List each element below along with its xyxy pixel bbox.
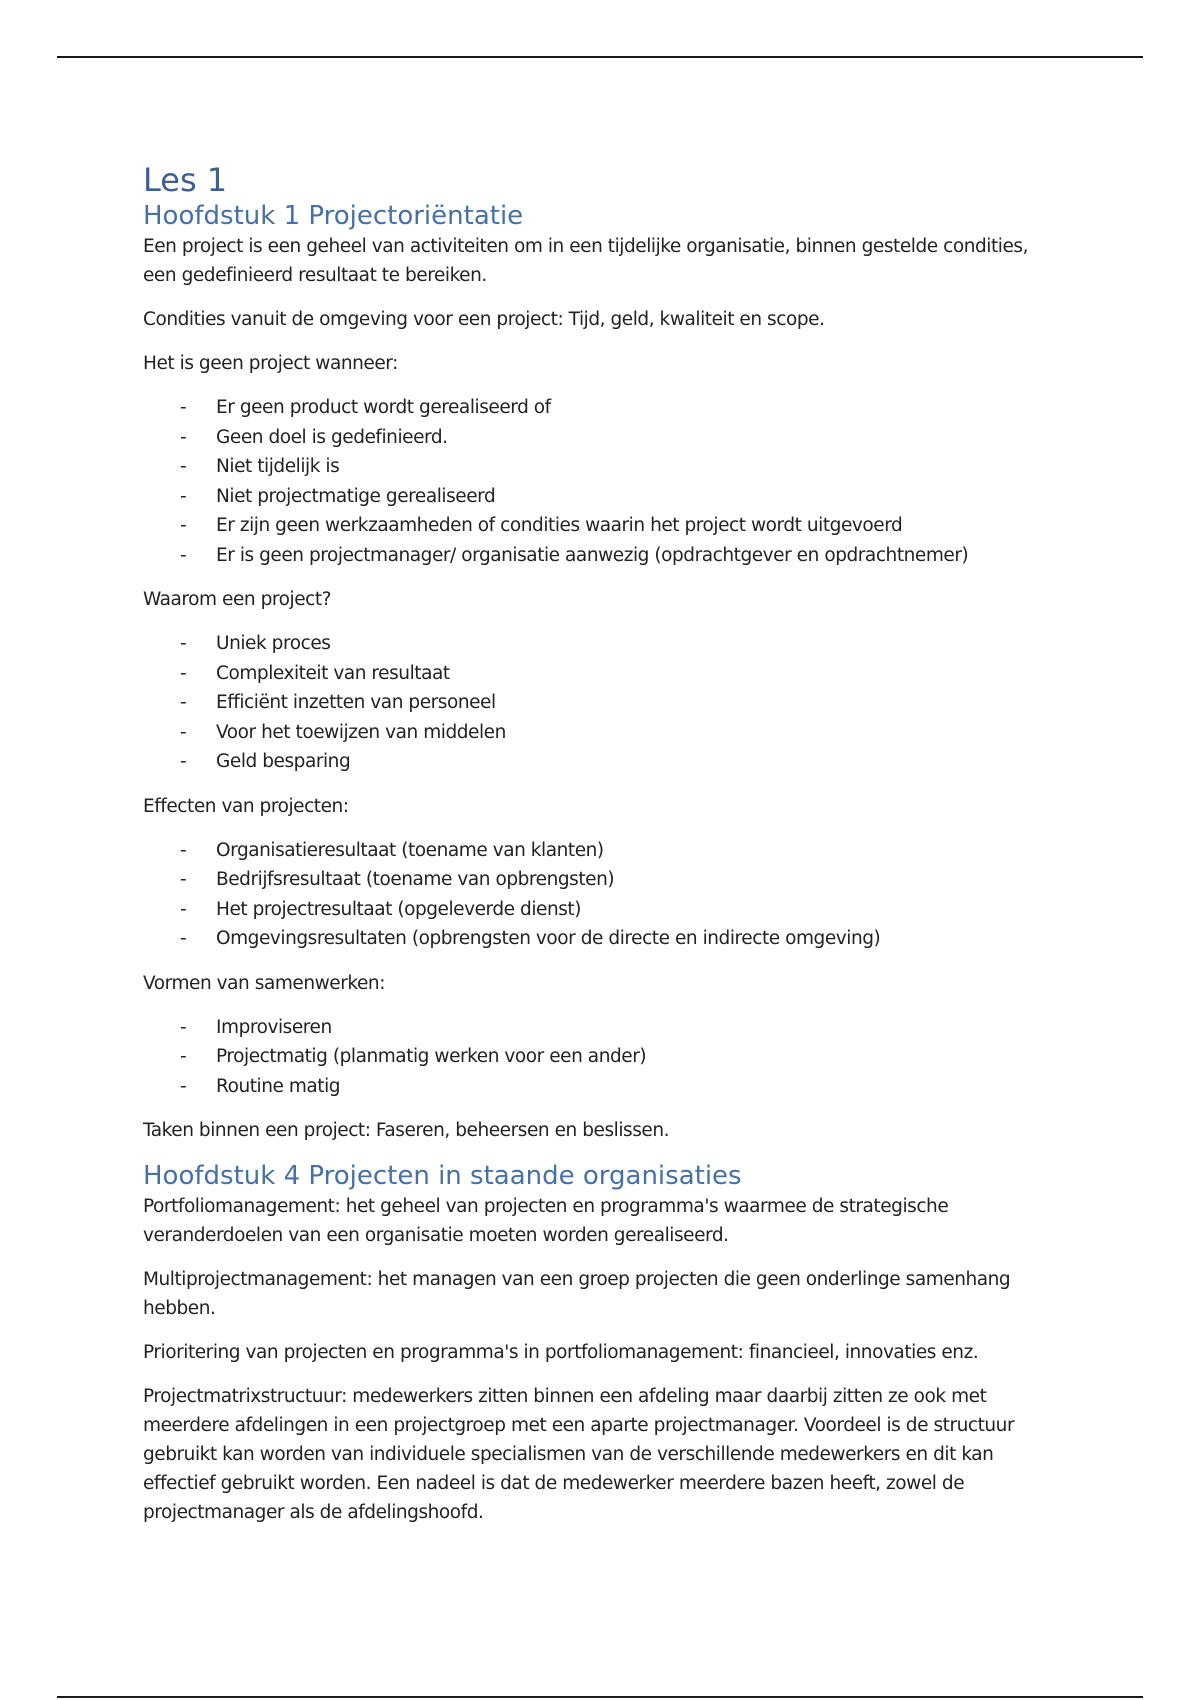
prioritization-text: Prioritering van projecten en programma's in portfoliomanagement: financieel, innovaties enz. bbox=[143, 1342, 979, 1363]
chapter-4-heading: Hoofdstuk 4 Projecten in staande organisaties bbox=[143, 1161, 742, 1191]
list-item: - Er zijn geen werkzaamheden of condities waarin het project wordt uitgevoerd bbox=[143, 511, 1063, 541]
list-item: - Projectmatig (planmatig werken voor een ander) bbox=[143, 1042, 1063, 1072]
list-item: - Bedrijfsresultaat (toename van opbrengsten) bbox=[143, 865, 1063, 895]
document-body bbox=[143, 160, 1063, 1542]
list-item: - Improviseren bbox=[143, 1013, 1063, 1043]
list-item: - Voor het toewijzen van middelen bbox=[143, 718, 1063, 748]
list-item: - Er is geen projectmanager/ organisatie aanwezig (opdrachtgever en opdrachtnemer) bbox=[143, 541, 1063, 571]
collaboration-label: Vormen van samenwerken: bbox=[143, 972, 385, 994]
list-item: - Complexiteit van resultaat bbox=[143, 659, 1063, 689]
chapter-1-heading: Hoofdstuk 1 Projectoriëntatie bbox=[143, 201, 524, 231]
list-item: - Efficiënt inzetten van personeel bbox=[143, 688, 1063, 718]
effects-label: Effecten van projecten: bbox=[143, 795, 349, 817]
list-item: - Geen doel is gedefinieerd. bbox=[143, 423, 1063, 453]
list-item: - Omgevingsresultaten (opbrengsten voor de directe en indirecte omgeving) bbox=[143, 924, 1063, 954]
list-item: - Organisatieresultaat (toename van klanten) bbox=[143, 836, 1063, 866]
list-item: - Niet tijdelijk is bbox=[143, 452, 1063, 482]
header-rule bbox=[57, 56, 1143, 58]
list-item: - Geld besparing bbox=[143, 747, 1063, 777]
matrix-structure-text: Projectmatrixstructuur: medewerkers zitten binnen een afdeling maar daarbij zitten ze ook met meerdere afdelingen in een projectgroep met een aparte projectmanager. Voordeel is de structuur gebruikt kan worden van individuele specialismen van de verschillende medewerkers en dit kan effectief gebruikt worden. Een nadeel is dat de medewerker meerdere bazen heeft, zowel de projectmanager als de afdelingshoofd. bbox=[143, 1386, 1015, 1523]
portfolio-definition: Portfoliomanagement: het geheel van projecten en programma's waarmee de strategische veranderdoelen van een organisatie moeten worden gerealiseerd. bbox=[143, 1196, 949, 1246]
why-project-list bbox=[143, 629, 1063, 777]
document-title: Les 1 bbox=[143, 161, 228, 199]
footer-rule bbox=[57, 1696, 1143, 1698]
project-conditions: Condities vanuit de omgeving voor een project: Tijd, geld, kwaliteit en scope. bbox=[143, 309, 825, 330]
list-item: - Routine matig bbox=[143, 1072, 1063, 1102]
not-project-label: Het is geen project wanneer: bbox=[143, 353, 398, 374]
collaboration-list bbox=[143, 1013, 1063, 1102]
not-project-list bbox=[143, 393, 1063, 570]
effects-list bbox=[143, 836, 1063, 954]
list-item: - Er geen product wordt gerealiseerd of bbox=[143, 393, 1063, 423]
list-item: - Het projectresultaat (opgeleverde dienst) bbox=[143, 895, 1063, 925]
project-tasks: Taken binnen een project: Faseren, beheersen en beslissen. bbox=[143, 1120, 670, 1141]
why-project-label: Waarom een project? bbox=[143, 589, 332, 610]
multiproject-definition: Multiprojectmanagement: het managen van een groep projecten die geen onderlinge samenhang hebben. bbox=[143, 1269, 1011, 1319]
list-item: - Niet projectmatige gerealiseerd bbox=[143, 482, 1063, 512]
list-item: - Uniek proces bbox=[143, 629, 1063, 659]
project-definition: Een project is een geheel van activiteiten om in een tijdelijke organisatie, binnen gestelde condities, een gedefinieerd resultaat te bereiken. bbox=[143, 236, 1029, 286]
